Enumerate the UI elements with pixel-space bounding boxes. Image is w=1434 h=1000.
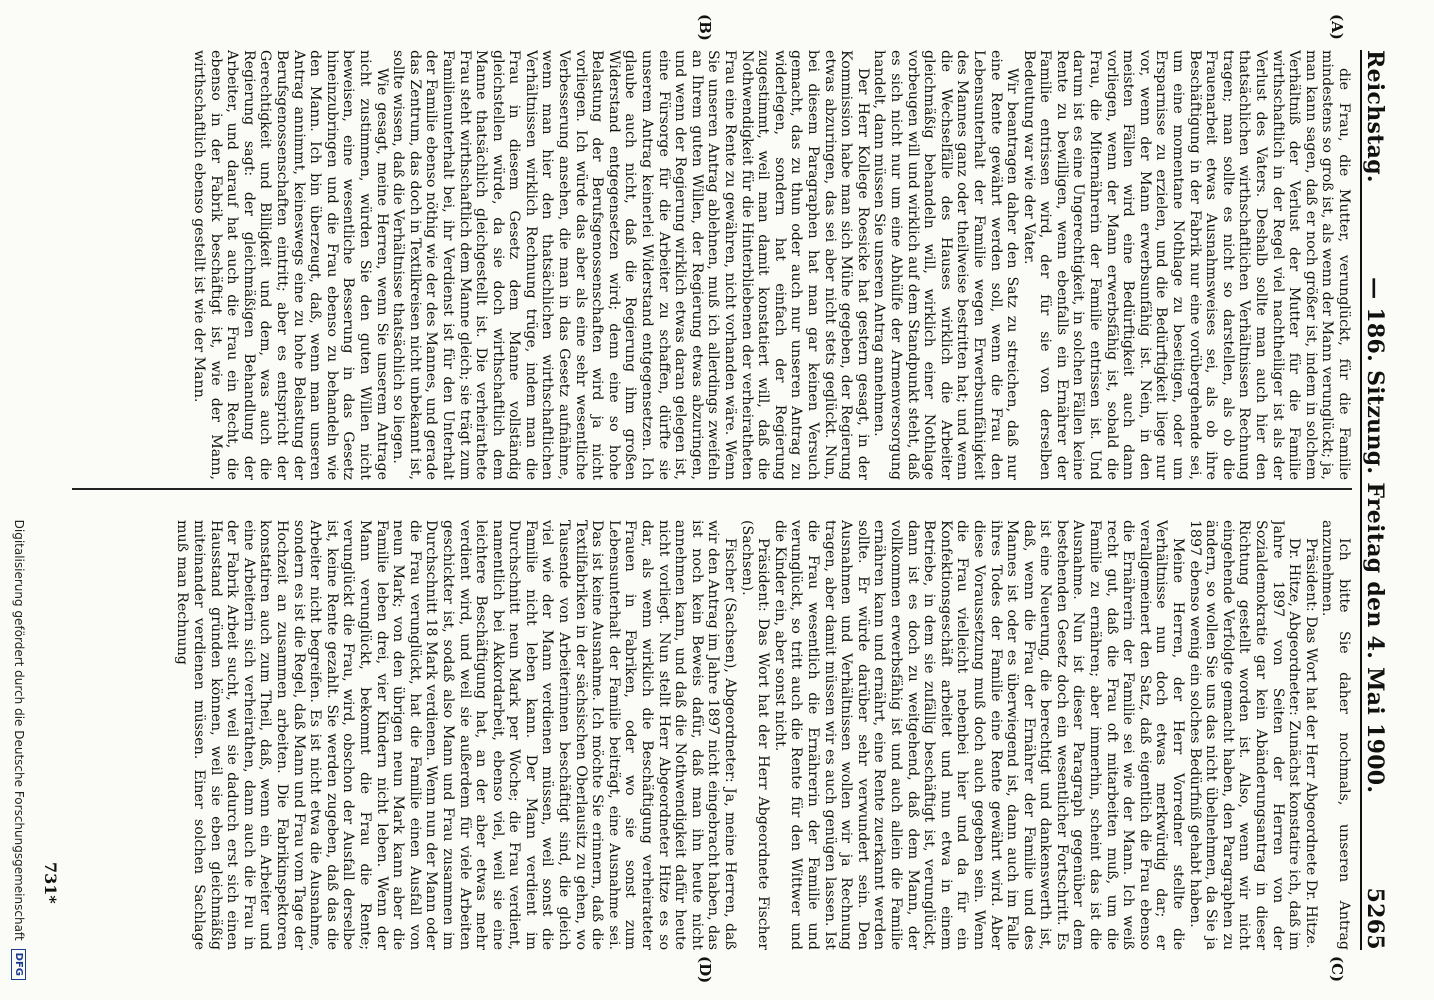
paragraph: Wir beantragen daher den Satz zu streichen, daß nur eine Rente gewährt werden soll, wenn die Frau den Lebensunterhalt der Familie wegen Erwerbsunfähigkeit des Mannes ganz oder theilweise bestritten hat; und wenn die Wechselfälle des Hauses wirklich die Arbeiter gleichmäßig behandeln will, wirklich einer Nothlage vorbeugen will und wirklich auf dem Standpunkt steht, daß es sich nicht nur um eine Abhülfe der Armenversorgung handelt, dann müssen Sie unseren Antrag annehmen. <box>871 50 1021 480</box>
page-footer-number: 731* <box>41 862 60 904</box>
paragraph: Dr. Hitze, Abgeordneter: Zunächst konstatire ich, daß im Jahre 1897 von Seiten der Herren von der Sozialdemokratie gar kein Abänderungsantrag in dieser Richtung gestellt worden ist. Also, wenn wir nicht eingehende Verfolgte gemacht haben, den Paragraphen zu ändern, so wollen Sie uns das nicht übelnehmen, da Sie ja 1897 ebenso wenig ein solches Bedürfniß gehabt haben. <box>1186 520 1303 950</box>
header-page-number: 5265 <box>1362 887 1388 950</box>
paragraph: Der Herr Kollege Roesicke hat gestern gesagt, in der Kommission habe man sich Mühe gegeben, der Regierung etwas abzuringen, das sei aber nicht stets geglückt. Nun, bei diesem Paragraphen hat man gar keinen Versuch gemacht, das zu thun oder auch nur unseren Antrag zu widerlegen, sondern hat einfach der Regierung zugestimmt, weil man damit konstatiert will, daß die Nothwendigkeit für die Hinterbliebenen der verheiratheten Frau eine Rente zu gewähren, nicht vorhanden wäre. Wenn Sie unseren Antrag ablehnen, muß ich allerdings zweifeln an Ihrem guten Willen, der Regierung etwas abzuringen, und wenn der Regierung wirklich etwas daran gelegen ist, eine Fürsorge für die Arbeiter zu schaffen, dürfte sie unserem Antrag keinerlei Widerstand entgegensetzen. Ich glaube auch nicht, daß die Regierung ihm großen Widerstand entgegensetzen wird; denn eine so hohe Belastung der Berufsgenossenschaften wird ja nicht vorliegen. Ich würde das aber als eine sehr wesentliche Verbesserung ansehen, die man in das Gesetz aufnähme, wenn man hier den thatsächlichen wirthschaftlichen Verhältnissen wirklich Rechnung trüge, indem man die Frau in diesem Gesetz dem Manne vollständig gleichstellen würde, da sie doch wirthschaftlich dem Manne thatsächlich gleichgestellt ist. Die verheirathete Frau steht wirthschaftlich dem Manne gleich; sie trägt zum Familienunterhalt bei, ihr Verdienst ist für den Unterhalt der Familie ebenso nöthig wie der des Mannes, und gerade das Zentrum, das doch in Textilkreisen nicht unbekannt ist, sollte wissen, daß die Verhältnisse thatsächlich so liegen. <box>390 50 871 480</box>
page-header <box>1360 50 1396 950</box>
dfg-logo-icon: DFG <box>12 949 27 980</box>
margin-marker-d: (D) <box>696 956 714 984</box>
column-divider <box>72 488 1352 490</box>
header-left: Reichstag. <box>1362 50 1388 183</box>
margin-marker-b: (B) <box>696 14 714 41</box>
paragraph: Präsident: Das Wort hat der Herr Abgeordnete Dr. Hitze. <box>1302 538 1319 949</box>
margin-marker-c: (C) <box>1328 956 1346 983</box>
paragraph: Wie gesagt, meine Herren, wenn Sie unserem Antrage nicht zustimmen, würden Sie den guten Willen nicht beweisen, eine wesentliche Besserung in das Gesetz hineinzubringen und die Frau ebenso zu behandeln wie den Mann. Ich bin überzeugt, daß, wenn man unseren Antrag annimmt, keineswegs eine zu hohe Belastung der Berufsgenossenschaften eintritt; aber es entspricht der Gerechtigkeit und Billigkeit und dem, was auch die Regierung sagt: der gleichmäßigen Behandlung der Arbeiter, und darauf hat auch die Frau ein Recht, die ebenso in der Fabrik beschäftigt ist, wie der Mann, wirthschaftlich ebenso gestellt ist wie der Mann. <box>191 50 390 480</box>
credit-text: Digitalisierung gefördert durch die Deutsche Forschungsgemeinschaft <box>12 519 26 941</box>
right-text-column <box>112 520 1352 950</box>
header-center: — 186. Sitzung. Freitag den 4. Mai 1900. <box>1362 277 1388 794</box>
paragraph: die Frau, die Mutter, verunglückt, für die Familie mindestens so groß ist, als wenn der Mann verunglückt; ja, man kann sagen, daß er noch größer ist, indem in solchem Verhältniß der Verlust der Mutter für die Familie wirthschaftlich in der Regel viel nachtheiliger ist als der Verlust des Vaters. Deshalb sollte man auch hier den thatsächlichen wirthschaftlichen Verhältnissen Rechnung tragen; man sollte es nicht so darstellen, als ob die Frauenarbeit etwas Ausnahmsweises sei, als ob ihre Beschäftigung in der Fabrik nur eine vorübergehende sei, um eine momentane Nothlage zu beseitigen, oder um Ersparnisse zu erzielen, und die Bedürftigkeit liege nur vor, wenn der Mann erwerbsunfähig ist. Nein, in den meisten Fällen wird eine Bedürftigkeit auch dann vorliegen, wenn der Mann erwerbsfähig ist, sobald die Frau, die Miternährerin der Familie entrissen ist. Und darum ist es eine Ungerechtigkeit, in solchen Fällen keine Rente zu bewilligen, wenn ebenfalls ein Ernährer der Familie entrissen wird, der für sie von derselben Bedeutung war wie der Vater. <box>1020 50 1352 480</box>
digitization-credit <box>6 0 32 1000</box>
left-text-column <box>72 50 1352 480</box>
paragraph: Fischer (Sachsen), Abgeordneter: Ja, meine Herren, daß wir den Antrag im Jahre 1897 nicht eingebracht haben, das ist noch kein Beweis dafür, daß man ihn heute nicht annehmen kann, und daß die Nothwendigkeit dafür heute nicht vorliegt. Nun stellt Herr Abgeordneter Hitze es so dar, als wenn wirklich die Beschäftigung verheirateter Frauen in Fabriken, oder wo sie sonst zum Lebensunterhalt der Familie beiträgt, eine Ausnahme sei. Das ist keine Ausnahme. Ich möchte Sie erinnern, daß die Textilfabriken in der sächsischen Oberlausitz zu gehen, wo Tausende von Arbeiterinnen beschäftigt sind, die gleich viel wie der Mann verdienen müssen, weil sonst die Familie nicht leben kann. Der Mann verdient im Durchschnitt neun Mark per Woche; die Frau verdient, namentlich bei Akkordarbeit, ebenso viel, weil sie eine leichtere Beschäftigung hat, an der aber etwas mehr verdient wird, und weil sie außerdem für viele Arbeiten geschickter ist, sodaß also Mann und Frau zusammen im Durchschnitt 18 Mark verdienen. Wenn nun der Mann oder die Frau verunglückt, hat die Familie einen Ausfall von neun Mark; von den übrigen neun Mark kann aber die Familie leben drei, vier Kindern nicht leben. Wenn der Mann verunglückt, bekommt die Frau die Rente; verunglückt die Frau, wird, obschon der Ausfall derselbe ist, keine Rente gezahlt. Sie werden zugeben, daß das die Arbeiter nicht begreifen. Es ist nicht etwa die Ausnahme, sondern es ist die Regel, daß Mann und Frau vom Tage der Hochzeit an zusammen arbeiten. Die Fabrikinspektoren konstatiren auch zum Theil, daß, wenn ein Arbeiter und eine Arbeiterin sich verheirathen, dann auch die Frau in der Fabrik Arbeit sucht, weil sie dadurch erst sich einen Hausstand gründen können, weil sie eben gleichmäßig miteinander verdienen müssen. Einer solchen Sachlage muß man Rechnung <box>174 520 739 950</box>
margin-marker-a: (A) <box>1328 14 1346 40</box>
paragraph: Ich bitte Sie daher nochmals, unseren Antrag anzunehmen. <box>1319 520 1352 950</box>
paragraph: Präsident: Das Wort hat der Herr Abgeordnete Fischer (Sachsen). <box>738 520 772 950</box>
paragraph: Meine Herren, der Herr Vorredner stellte die Verhältnisse nun doch etwas merkwürdig dar; er verallgemeinert den Satz, daß eigentlich die Frau ebenso die Ernährerin der Familie sei wie der Mann. Ich weiß recht gut, daß die Frau oft mitarbeiten muß, um die Familie zu ernähren; aber immerhin, scheint das ist die Ausnahme. Nun ist dieser Paragraph gegenüber dem bestehenden Gesetz doch ein wesentlicher Fortschritt. Es ist eine Neuerung, die berechtigt und dankenswerth ist, daß, wenn die Frau der Ernährer der Familie und des Mannes ist oder es überwiegend ist, dann auch im Falle ihres Todes der Familie eine Rente gewährt wird. Aber diese Voraussetzung muß doch auch gegeben sein. Wenn die Frau vielleicht nebenbei hier und da für ein Konfektionsgeschäft arbeitet und nun etwa in einem Betriebe, in dem sie zufällig beschäftigt ist, verunglückt, dann ist es doch zu weitgehend, daß dem Mann, der vollkommen erwerbsfähig ist und auch allein die Familie ernähren kann und ernährt, eine Rente zuerkannt werden sollte. Er würde darüber sehr verwundert sein. Den Ausnahmen und Verhältnissen wollen wir ja Rechnung tragen, aber damit müssen wir es auch genügen lassen. Ist die Frau wesentlich die Ernährerin der Familie und verunglückt, so tritt auch die Rente für den Wittwer und die Kinder ein, aber sonst nicht. <box>771 520 1187 950</box>
